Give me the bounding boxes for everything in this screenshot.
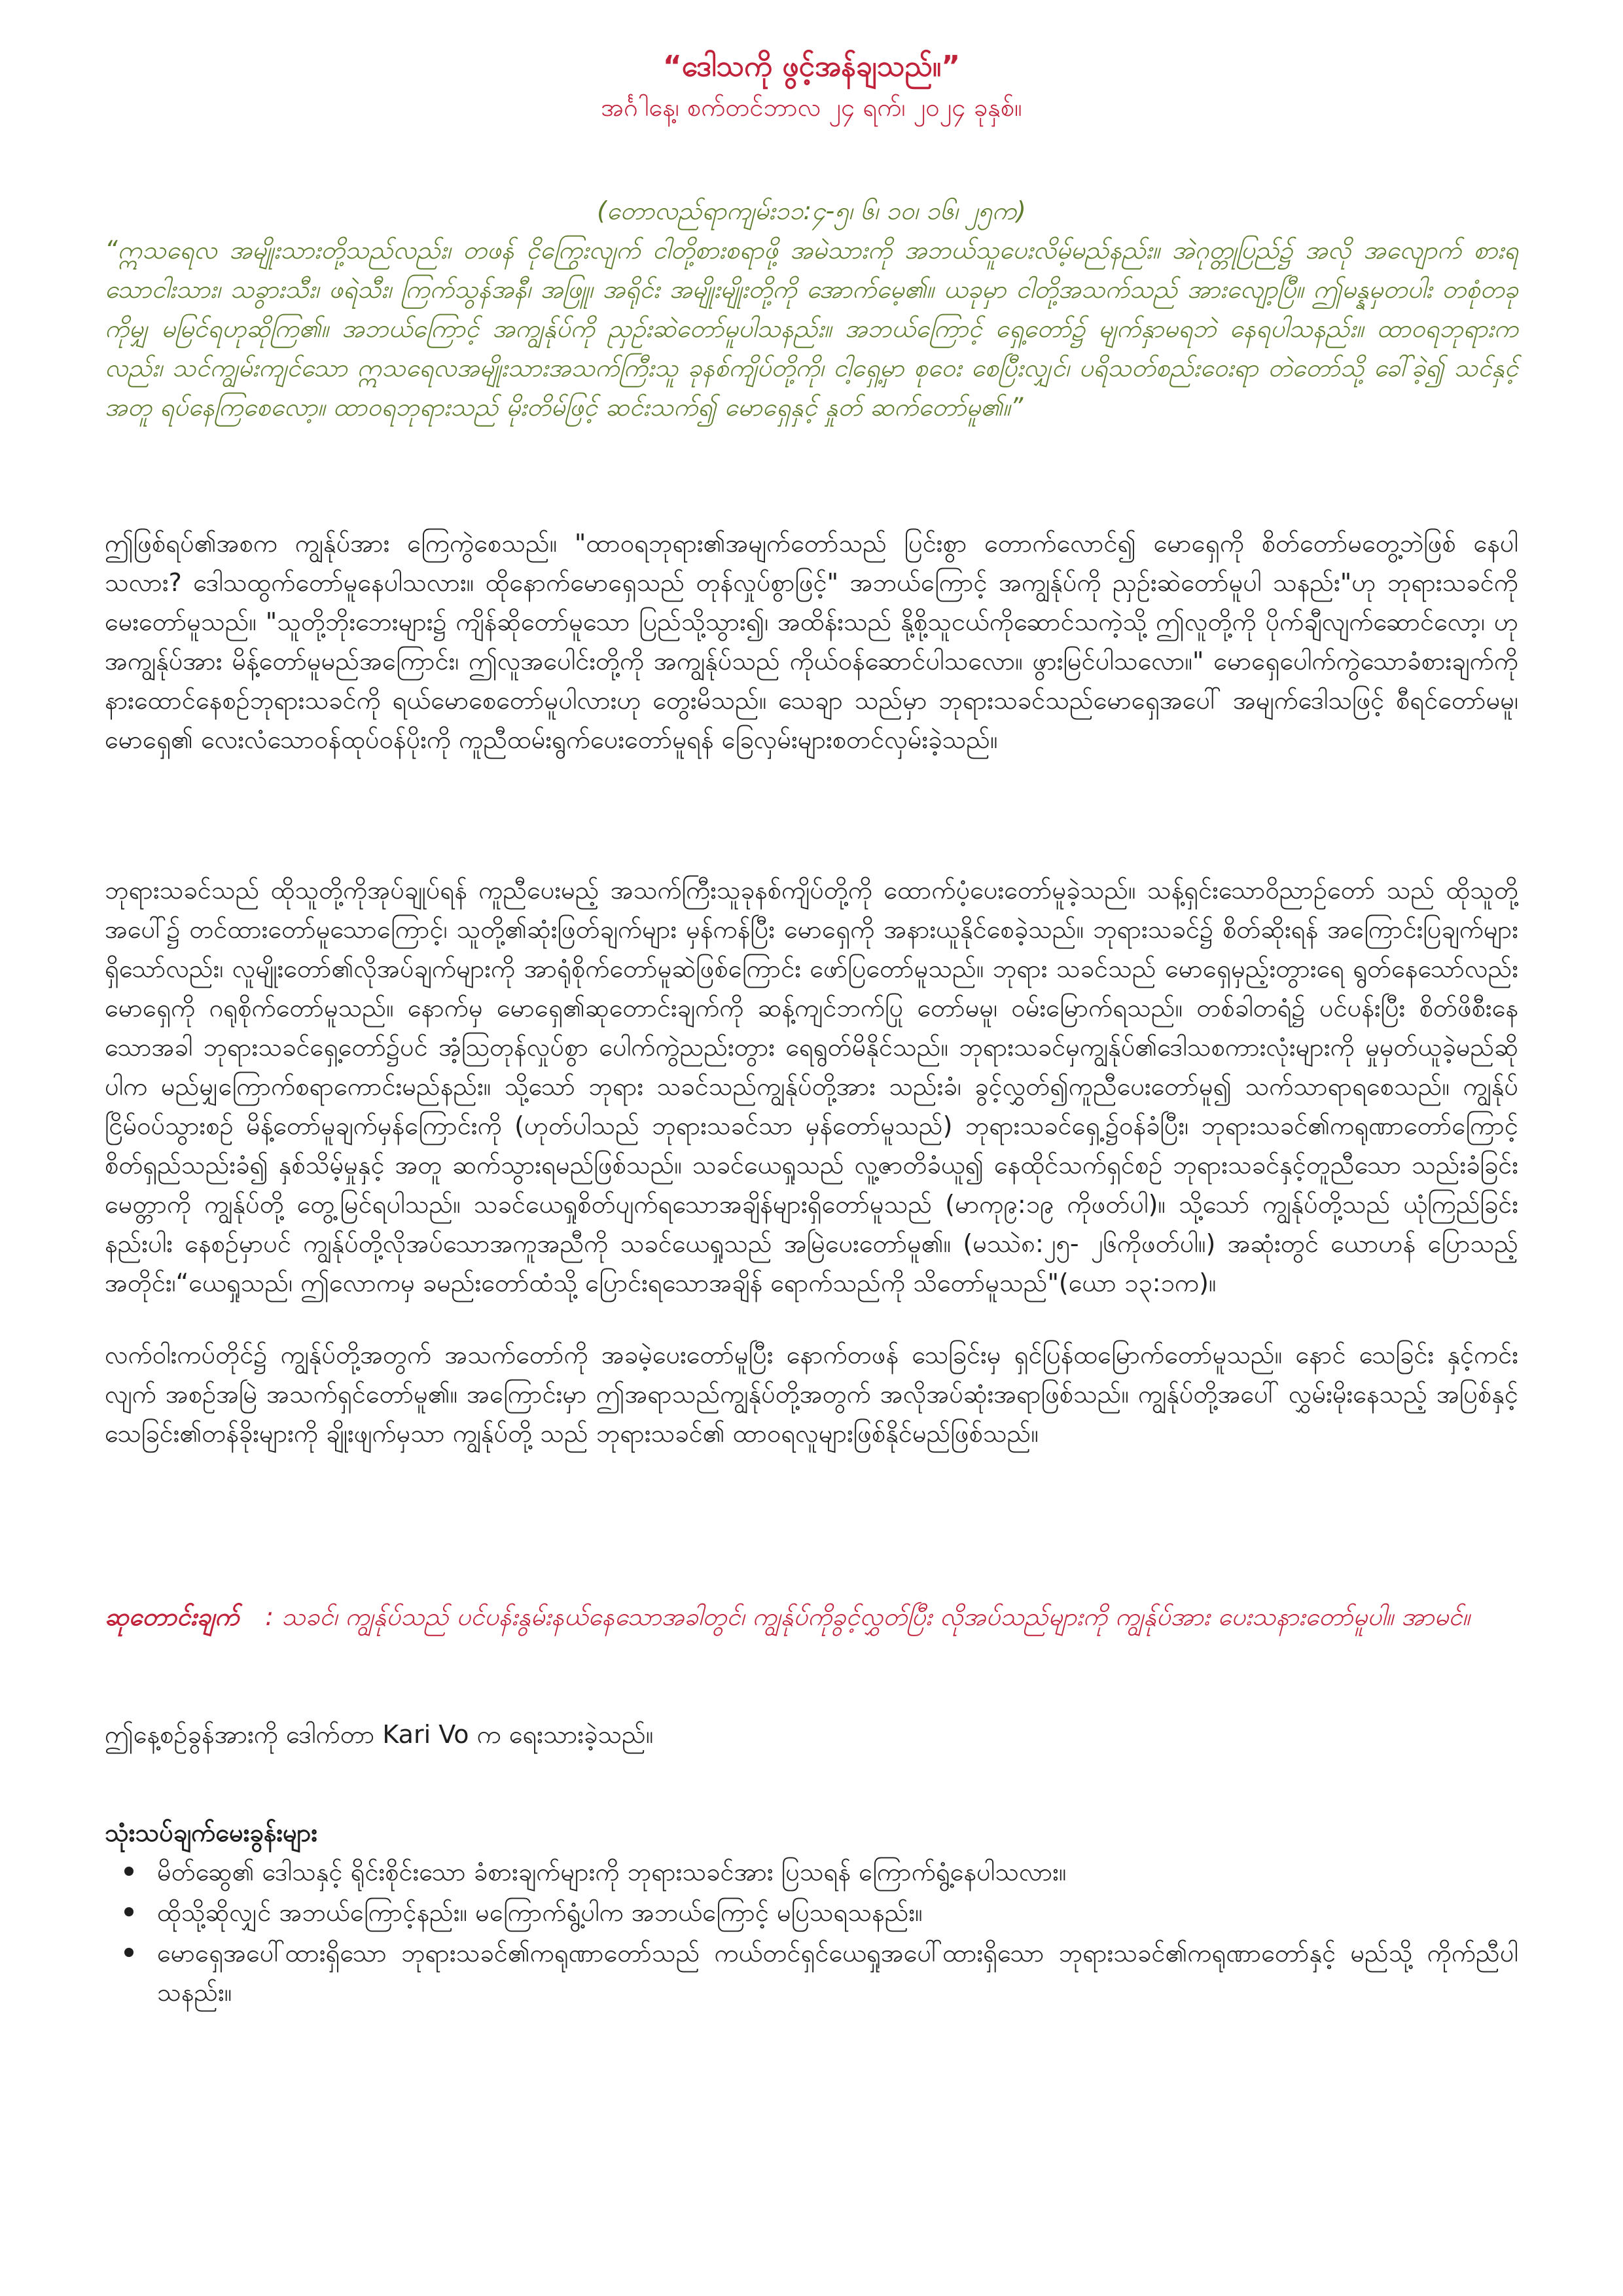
question-text: မိတ်ဆွေ၏ ဒေါသနှင့် ရိုင်းစိုင်းသော ခံစားချက်များကို ဘုရားသခင်အား ပြသရန် ကြောက်ရွံ့နေပါသလား။	[157, 1857, 1067, 1886]
author-credit: ဤနေ့စဉ်ခွန်အားကို ဒေါက်တာ Kari Vo က ရေးသားခဲ့သည်။	[105, 1720, 654, 1749]
question-item	[105, 1933, 1518, 2012]
question-item	[105, 1893, 1518, 1932]
questions-heading: သုံးသပ်ချက်မေးခွန်းများ	[105, 1818, 318, 1847]
page-title: “ဒေါသကို ဖွင့်အန်ချသည်။”	[662, 50, 961, 83]
body-paragraph-2: ဘုရားသခင်သည် ထိုသူတို့ကိုအုပ်ချုပ်ရန် ကူညီပေးမည့် အသက်ကြီးသူခုနစ်ကျိပ်တို့ကို ထောက်ပံ့ပေးတော်မူခဲ့သည်။ သန့်ရှင်းသောဝိညာဉ်တော် သည် ထိုသူတို့အပေါ်၌ တင်ထားတော်မူသောကြောင့်၊ သူတို့၏ဆုံးဖြတ်ချက်များ မှန်ကန်ပြီး မောရှေကို အနားယူနိုင်စေခဲ့သည်။ ဘုရားသခင်၌ စိတ်ဆိုးရန် အကြောင်းပြချက်များရှိသော်လည်း၊ လူမျိုးတော်၏လိုအပ်ချက်များကို အာရုံစိုက်တော်မူဆဲဖြစ်ကြောင်း ဖော်ပြတော်မူသည်။ ဘုရား သခင်သည် မောရှေမှည့်းတွားရေ ရွတ်နေသော်လည်း မောရှေကို ဂရုစိုက်တော်မူသည်။ နောက်မှ မောရှေ၏ဆုတောင်းချက်ကို ဆန့်ကျင်ဘက်ပြု တော်မမူ၊ ဝမ်းမြောက်ရသည်။ တစ်ခါတရံ၌ ပင်ပန်းပြီး စိတ်ဖိစီးနေသောအခါ ဘုရားသခင်ရှေ့တော်၌ပင် အံ့သြတုန်လှုပ်စွာ ပေါက်ကွဲညည်းတွား ရေရွတ်မိနိုင်သည်။ ဘုရားသခင်မှကျွန်ုပ်၏ဒေါသစကားလုံးများကို မှုမှတ်ယူခဲ့မည်ဆိုပါက မည်မျှကြောက်စရာကောင်းမည်နည်း။ သို့သော် ဘုရား သခင်သည်ကျွန်ုပ်တို့အား သည်းခံ၊ ခွင့်လွှတ်၍ကူညီပေးတော်မူ၍ သက်သာရာရစေသည်။ ကျွန်ုပ်ငြိမ်ဝပ်သွားစဉ် မိန့်တော်မူချက်မှန်ကြောင်းကို (ဟုတ်ပါသည် ဘုရားသခင်သာ မှန်တော်မူသည်) ဘုရားသခင်ရှေ့၌ဝန်ခံပြီး၊ ဘုရားသခင်၏ကရုဏာတော်ကြောင့် စိတ်ရှည်သည်းခံ၍ နှစ်သိမ့်မှုနှင့် အတူ ဆက်သွားရမည်ဖြစ်သည်။ သခင်ယေရှုသည် လူ့ဇာတိခံယူ၍ နေထိုင်သက်ရှင်စဉ် ဘုရားသခင်နှင့်တူညီသော သည်းခံခြင်းမေတ္တာကို ကျွန်ုပ်တို့ တွေ့မြင်ရပါသည်။ သခင်ယေရှုစိတ်ပျက်ရသောအချိန်များရှိတော်မူသည် (မာကု၉:၁၉ ကိုဖတ်ပါ)။ သို့သော် ကျွန်ုပ်တို့သည် ယုံကြည်ခြင်းနည်းပါး နေစဉ်မှာပင် ကျွန်ုပ်တို့လိုအပ်သောအကူအညီကို သခင်ယေရှုသည် အမြဲပေးတော်မူ၏။ (မဿဲ၈:၂၅- ၂၆ကိုဖတ်ပါ။) အဆုံးတွင် ယောဟန် ပြောသည့်အတိုင်း၊“ယေရှုသည်၊ ဤလောကမှ ခမည်းတော်ထံသို့ ပြောင်းရသောအချိန် ရောက်သည်ကို သိတော်မူသည်"(ယော ၁၃:၁က)။	[105, 876, 1518, 1297]
scripture-text: “ဣသရေလ အမျိုးသားတို့သည်လည်း၊ တဖန် ငိုကြွေးလျက် ငါတို့စားစရာဖို့ အမဲသားကို အဘယ်သူပေးလိမ့်မည်နည်း။ အဲဂုတ္တုပြည်၌ အလို အလျောက် စားရသောငါးသား၊ သခွားသီး၊ ဖရဲသီး၊ ကြက်သွန်အနီ၊ အဖြူ၊ အရိုင်း အမျိုးမျိုးတို့ကို အောက်မေ့၏။ ယခုမှာ ငါတို့အသက်သည် အားလျော့ပြီ။ ဤမန္နမှတပါး တစုံတခုကိုမျှ မမြင်ရဟုဆိုကြ၏။ အဘယ်ကြောင့် အကျွန်ုပ်ကို ညှဉ်းဆဲတော်မူပါသနည်း။ အဘယ်ကြောင့် ရှေ့တော်၌ မျက်နှာမရဘဲ နေရပါသနည်း။ ထာဝရဘုရားကလည်း၊ သင်ကျွမ်းကျင်သော ဣသရေလအမျိုးသားအသက်ကြီးသူ ခုနစ်ကျိပ်တို့ကို၊ ငါ့ရှေ့မှာ စုဝေး စေပြီးလျှင်၊ ပရိသတ်စည်းဝေးရာ တဲတော်သို့ ခေါ်ခဲ့၍ သင်နှင့်အတူ ရပ်နေကြစေလော့။ ထာဝရဘုရားသည် မိုးတိမ်ဖြင့် ဆင်းသက်၍ မောရှေနှင့် နှုတ် ဆက်တော်မူ၏။”	[105, 236, 1518, 422]
body-paragraph-1: ဤဖြစ်ရပ်၏အစက ကျွန်ုပ်အား ကြေကွဲစေသည်။ "ထာဝရဘုရား၏အမျက်တော်သည် ပြင်းစွာ တောက်လောင်၍ မောရှေကို စိတ်တော်မတွေ့ဘဲဖြစ် နေပါသလား? ဒေါသထွက်တော်မူနေပါသလား။ ထိုနောက်မောရှေသည် တုန်လှုပ်စွာဖြင့်" အဘယ်ကြောင့် အကျွန်ုပ်ကို ညှဉ်းဆဲတော်မူပါ သနည်း"ဟု ဘုရားသခင်ကို မေးတော်မူသည်။ "သူတို့ဘိုးဘေးများ၌ ကျိန်ဆိုတော်မူသော ပြည်သို့သွား၍၊ အထိန်းသည် နို့စို့သူငယ်ကိုဆောင်သကဲ့သို့ ဤလူတို့ကို ပိုက်ချီလျက်ဆောင်လော့၊ ဟုအကျွန်ုပ်အား မိန့်တော်မူမည်အကြောင်း၊ ဤလူအပေါင်းတို့ကို အကျွန်ုပ်သည် ကိုယ်ဝန်ဆောင်ပါသလော။ ဖွားမြင်ပါသလော။" မောရှေပေါက်ကွဲသောခံစားချက်ကို နားထောင်နေစဉ်ဘုရားသခင်ကို ရယ်မောစေတော်မူပါလားဟု တွေးမိသည်။ သေချာ သည်မှာ ဘုရားသခင်သည်မောရှေအပေါ် အမျက်ဒေါသဖြင့် စီရင်တော်မမူ၊ မောရှေ၏ လေးလံသောဝန်ထုပ်ဝန်ပိုးကို ကူညီထမ်းရွက်ပေးတော်မူရန် ခြေလှမ်းများစတင်လှမ်းခဲ့သည်။	[105, 529, 1518, 754]
question-text: ထိုသို့ဆိုလျှင် အဘယ်ကြောင့်နည်း။ မကြောက်ရွံ့ပါက အဘယ်ကြောင့် မပြသရသနည်း။	[157, 1898, 923, 1927]
scripture-reference: (တောလည်ရာကျမ်း၁၁:၄-၅၊ ၆၊ ၁၀၊ ၁၆၊ ၂၅က)	[597, 196, 1026, 225]
bullet-icon	[124, 1867, 134, 1876]
prayer-label: ဆုတောင်းချက်	[105, 1602, 240, 1631]
body-paragraph-3: လက်ဝါးကပ်တိုင်၌ ကျွန်ုပ်တို့အတွက် အသက်တော်ကို အခမဲ့ပေးတော်မူပြီး နောက်တဖန် သေခြင်းမှ ရှင်ပြန်ထမြောက်တော်မူသည်။ နောင် သေခြင်း နှင့်ကင်းလျက် အစဉ်အမြဲ အသက်ရှင်တော်မူ၏။ အကြောင်းမှာ ဤအရာသည်ကျွန်ုပ်တို့အတွက် အလိုအပ်ဆုံးအရာဖြစ်သည်။ ကျွန်ုပ်တို့အပေါ် လွှမ်းမိုးနေသည့် အပြစ်နှင့်သေခြင်း၏တန်ခိုးများကို ချိုးဖျက်မှသာ ကျွန်ုပ်တို့ သည် ဘုရားသခင်၏ ထာဝရလူများဖြစ်နိုင်မည်ဖြစ်သည်။	[105, 1340, 1518, 1448]
header	[105, 46, 1518, 127]
prayer	[105, 1597, 1518, 1636]
bullet-icon	[124, 1948, 134, 1957]
prayer-text: : သခင်၊ ကျွန်ုပ်သည် ပင်ပန်းနွမ်းနယ်နေသောအခါတွင်၊ ကျွန်ုပ်ကိုခွင့်လွှတ်ပြီး လိုအပ်သည်များကို ကျွန်ုပ်အား ပေးသနားတော်မူပါ။ အာမင်။	[265, 1602, 1470, 1631]
questions-list	[105, 1852, 1518, 2013]
question-text: မောရှေအပေါ်ထားရှိသော ဘုရားသခင်၏ကရုဏာတော်သည် ကယ်တင်ရှင်ယေရှုအပေါ်ထားရှိသော ဘုရားသခင်၏ကရုဏာတော်နှင့် မည်သို့ ကိုက်ညီပါသနည်း။	[157, 1939, 1518, 2007]
bullet-icon	[124, 1907, 134, 1916]
question-item	[105, 1852, 1518, 1892]
page-date: အင်္ဂါနေ့၊ စက်တင်ဘာလ ၂၄ ရက်၊ ၂၀၂၄ ခုနှစ်။	[601, 93, 1022, 122]
